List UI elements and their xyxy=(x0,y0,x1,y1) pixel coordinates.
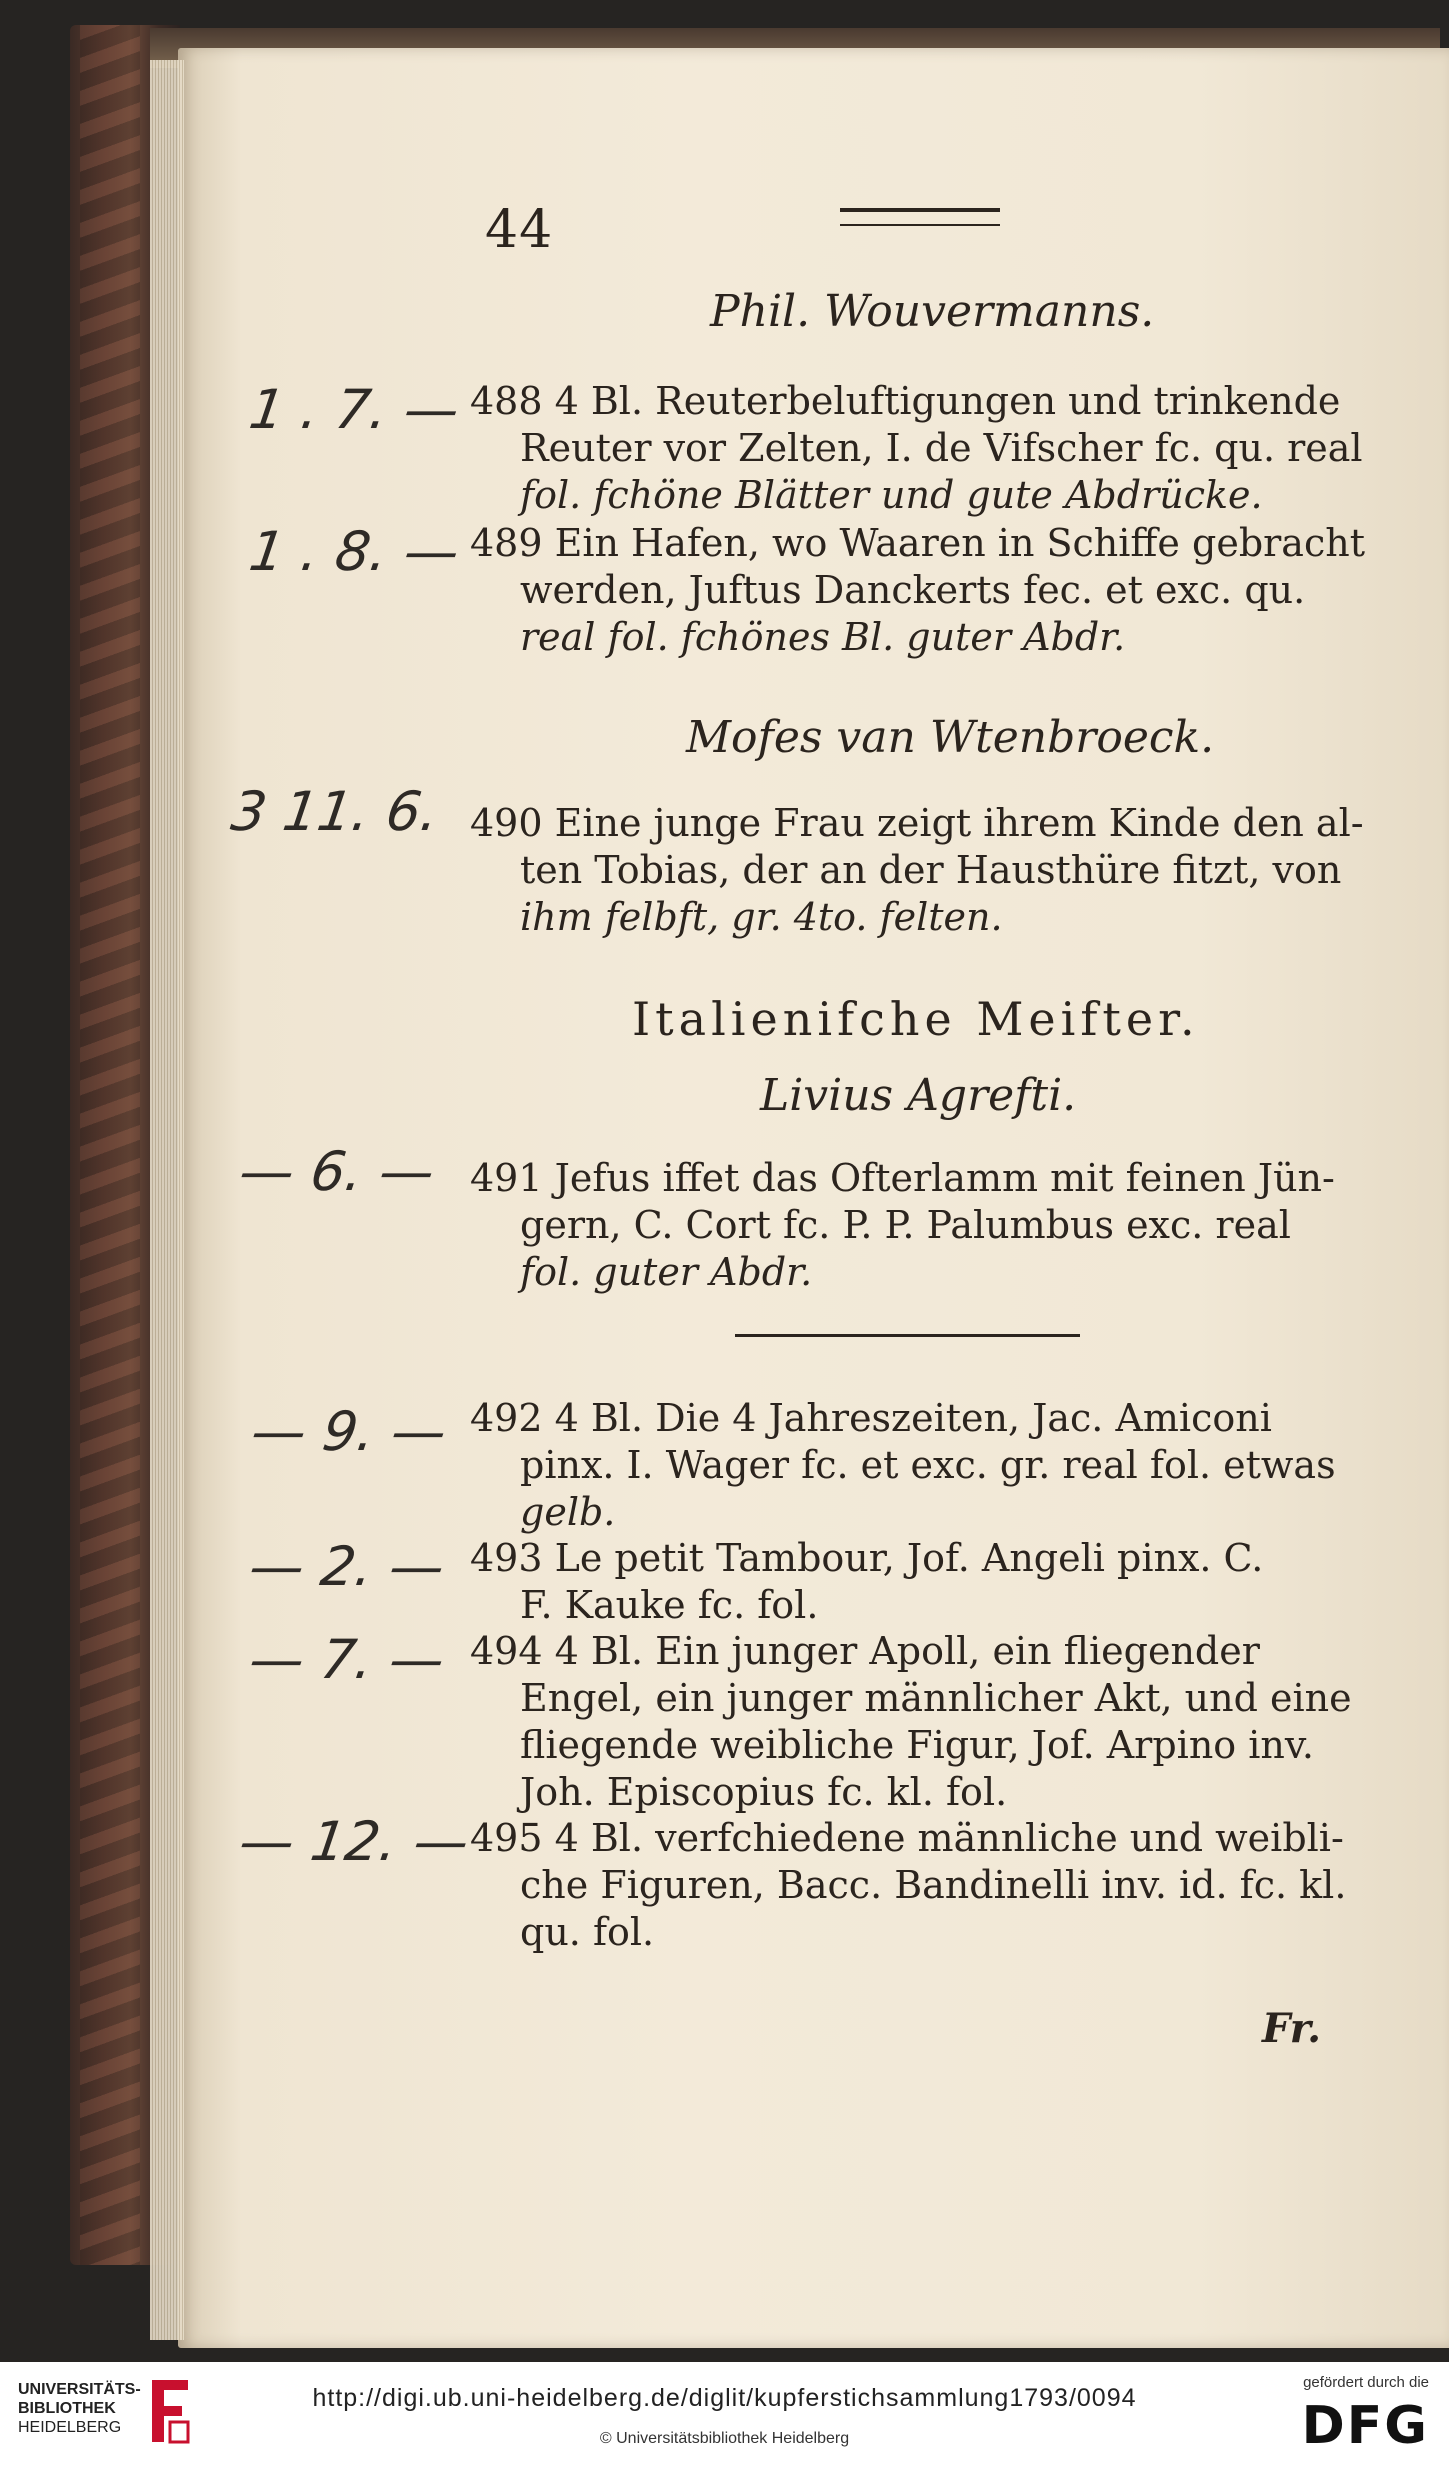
entry-line: Engel, ein junger männlicher Akt, und eine xyxy=(520,1676,1352,1720)
handwritten-price: — 9. — xyxy=(247,1400,451,1463)
permalink-url[interactable]: http://digi.ub.uni-heidelberg.de/diglit/kupferstichsammlung1793/0094 xyxy=(312,2384,1137,2412)
entry-line: Joh. Episcopius fc. kl. fol. xyxy=(520,1770,1008,1814)
entry-line: che Figuren, Bacc. Bandinelli inv. id. fc. kl. xyxy=(520,1863,1347,1907)
catalog-entry xyxy=(470,1628,1350,1816)
handwritten-price: — 6. — xyxy=(235,1140,439,1203)
handwritten-price: 1 . 7. — xyxy=(245,378,463,441)
entry-line: Reuter vor Zelten, I. de Vifscher fc. qu. real xyxy=(520,426,1363,470)
catalog-entry xyxy=(470,1815,1350,1956)
entry-line: ten Tobias, der an der Hausthüre fitzt, von xyxy=(520,848,1342,892)
entry-line: 488 4 Bl. Reuterbeluftigungen und trinkende xyxy=(470,379,1341,423)
catalog-entry xyxy=(470,1155,1350,1296)
catalog-entry xyxy=(470,378,1363,519)
catalog-entry xyxy=(470,520,1365,661)
handwritten-price: 1 . 8. — xyxy=(245,520,463,583)
library-name-line1: UNIVERSITÄTS- xyxy=(18,2381,141,2398)
catalog-entry xyxy=(470,800,1364,941)
library-name-line3: HEIDELBERG xyxy=(18,2419,122,2436)
catchword: Fr. xyxy=(1262,2005,1322,2052)
entry-line: 494 4 Bl. Ein junger Apoll, ein fliegender xyxy=(470,1629,1260,1673)
section-title-wouvermanns: Phil. Wouvermanns. xyxy=(710,286,1155,337)
catalog-entry xyxy=(470,1395,1350,1536)
section-title-agresti: Livius Agrefti. xyxy=(760,1070,1077,1121)
entry-line: fol. fchöne Blätter und gute Abdrücke. xyxy=(520,473,1263,517)
entry-line: 493 Le petit Tambour, Jof. Angeli pinx. C. xyxy=(470,1536,1264,1580)
entry-line: 490 Eine junge Frau zeigt ihrem Kinde den al- xyxy=(470,801,1364,845)
entry-line: fliegende weibliche Figur, Jof. Arpino inv. xyxy=(520,1723,1314,1767)
viewer-footer xyxy=(0,2362,1449,2467)
entry-line: qu. fol. xyxy=(520,1910,655,1954)
entry-line: ihm felbft, gr. 4to. felten. xyxy=(520,895,1003,939)
entry-line: 491 Jefus iffet das Ofterlamm mit feinen Jün- xyxy=(470,1156,1335,1200)
library-name-line2: BIBLIOTHEK xyxy=(18,2400,116,2417)
entry-line: pinx. I. Wager fc. et exc. gr. real fol. etwas xyxy=(520,1443,1336,1487)
entry-line: fol. guter Abdr. xyxy=(520,1250,813,1294)
entry-line: 489 Ein Hafen, wo Waaren in Schiffe gebracht xyxy=(470,521,1365,565)
header-rule xyxy=(840,208,1000,226)
section-title-italian-masters: Italienifche Meifter. xyxy=(632,992,1200,1046)
entry-line: real fol. fchönes Bl. guter Abdr. xyxy=(520,615,1126,659)
handwritten-price: 3 11. 6. xyxy=(227,780,443,843)
entry-line: 492 4 Bl. Die 4 Jahreszeiten, Jac. Amiconi xyxy=(470,1396,1272,1440)
entry-line: gern, C. Cort fc. P. P. Palumbus exc. real xyxy=(520,1203,1291,1247)
entry-line: gelb. xyxy=(520,1490,616,1534)
handwritten-price: — 7. — xyxy=(245,1628,449,1691)
entry-line: F. Kauke fc. fol. xyxy=(520,1583,819,1627)
funder-label: gefördert durch die xyxy=(1303,2374,1429,2391)
section-title-wtenbroeck: Mofes van Wtenbroeck. xyxy=(686,712,1215,763)
copyright-notice: © Universitätsbibliothek Heidelberg xyxy=(599,2430,850,2447)
entry-line: 495 4 Bl. verfchiedene männliche und weibli- xyxy=(470,1816,1344,1860)
section-divider xyxy=(735,1334,1080,1337)
page-edges xyxy=(150,60,184,2340)
handwritten-price: — 2. — xyxy=(245,1535,449,1598)
dfg-logo: DFG xyxy=(1301,2396,1429,2456)
handwritten-price: — 12. — xyxy=(235,1810,473,1873)
entry-line: werden, Juftus Danckerts fec. et exc. qu. xyxy=(520,568,1306,612)
catalog-entry xyxy=(470,1535,1350,1629)
page-number: 44 xyxy=(485,200,554,260)
